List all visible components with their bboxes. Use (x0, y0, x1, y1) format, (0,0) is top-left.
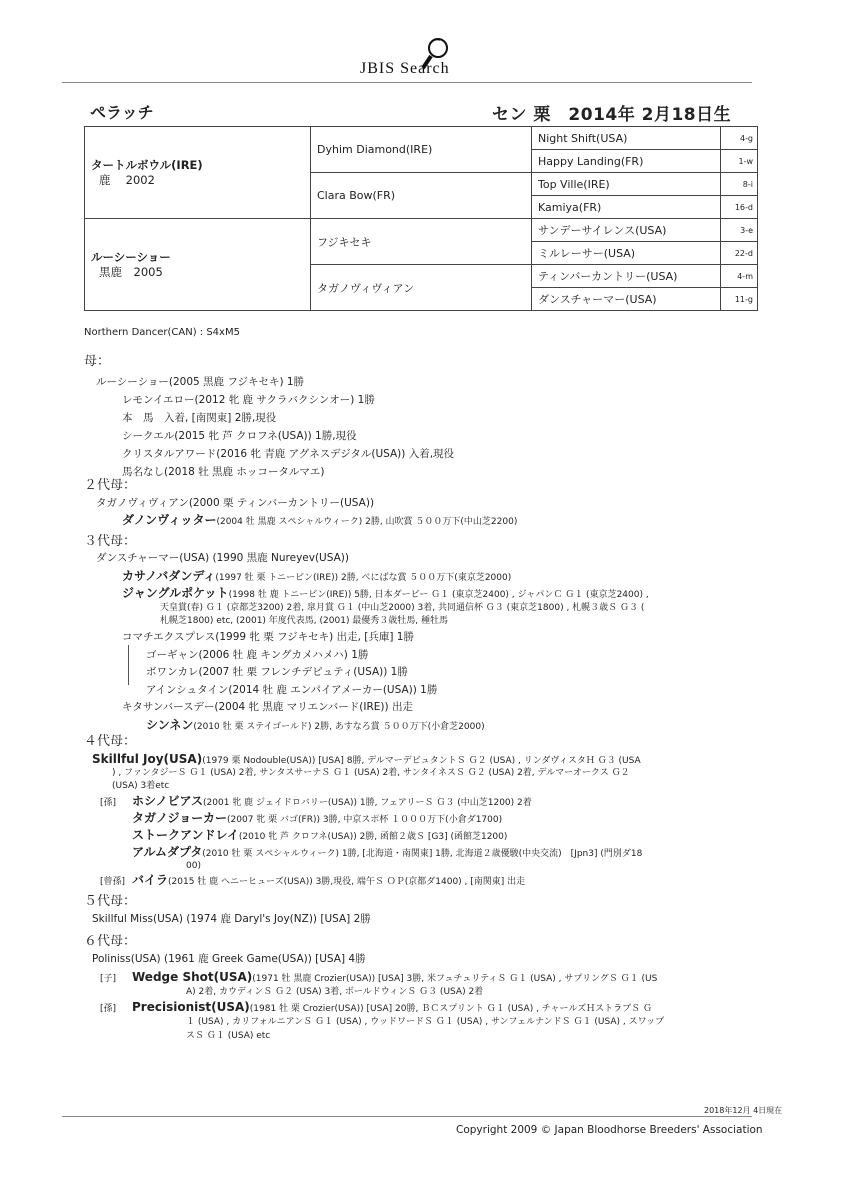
family-line: バイラ(2015 牡 鹿 ヘニーヒューズ(USA)) 3勝,現役, 端午Ｓ ＯＰ(京都ダ1400) , [南関東] 出走 (132, 873, 526, 887)
footer-divider (62, 1116, 752, 1117)
pedigree-table (84, 126, 758, 311)
family-code: 8-i (721, 173, 758, 196)
family-line: タガノジョーカー(2007 牝 栗 バゴ(FR)) 3勝, 中京スポ杯 １０００万下(小倉ダ1700) (132, 811, 503, 825)
header-divider (62, 82, 752, 83)
horse-info: セン 栗 2014年 2月18日生 (492, 105, 732, 125)
g2-cell: フジキセキ (311, 219, 532, 265)
family-line: 馬名なし(2018 牡 黒鹿 ホッコータルマエ) (122, 466, 325, 478)
family-line: Skillful Joy(USA)(1979 栗 Nodouble(USA)) [USA] 8勝, デルマーデビュタントＳ Ｇ２ (USA) , リンダヴィスタＨ Ｇ３ (USA (92, 752, 641, 766)
g2-cell: Dyhim Diamond(IRE) (311, 127, 532, 173)
family-line: コマチエクスプレス(1999 牝 栗 フジキセキ) 出走, [兵庫] 1勝 (122, 631, 414, 643)
family-line: スＳ Ｇ１ (USA) etc (186, 1031, 271, 1041)
g3-cell: Top Ville(IRE) (532, 173, 721, 196)
dam-cell: ルーシーショー 黒鹿 2005 (85, 219, 311, 311)
family-line: 本 馬 入着, [南関東] 2勝,現役 (122, 412, 277, 424)
family-line: 天皇賞(春) Ｇ１ (京都芝3200) 2着, 皐月賞 Ｇ１ (中山芝2000) 3着, 共同通信杯 Ｇ３ (東京芝1800) , 札幌３歳Ｓ Ｇ３ ( (160, 603, 645, 613)
family-line: ジャングルポケット(1998 牡 鹿 トニービン(IRE)) 5勝, 日本ダービー Ｇ１ (東京芝2400) , ジャパンＣ Ｇ１ (東京芝2400) , (122, 586, 649, 600)
family-line: 札幌芝1800) etc, (2001) 年度代表馬, (2001) 最優秀３歳牡馬, 種牡馬 (160, 616, 449, 626)
relation-tag: [子] (100, 974, 117, 984)
family-code: 22-d (721, 242, 758, 265)
relation-tag: [孫] (100, 1004, 117, 1014)
section-heading: ５代母： (84, 894, 137, 909)
family-line: ボワンカレ(2007 牡 栗 フレンチデピュティ(USA)) 1勝 (146, 666, 408, 678)
family-line: 00) (186, 861, 201, 871)
family-line: ゴーギャン(2006 牡 鹿 キングカメハメハ) 1勝 (146, 649, 369, 661)
family-line: タガノヴィヴィアン(2000 栗 ティンバーカントリー(USA)) (96, 497, 375, 509)
sire-cell: タートルボウル(IRE) 鹿 2002 (85, 127, 311, 219)
section-heading: ２代母： (84, 478, 137, 493)
tree-line (128, 645, 129, 685)
section-heading: ３代母： (84, 534, 137, 549)
family-line: カサノバダンディ(1997 牡 栗 トニービン(IRE)) 2勝, べにばな賞 ５００万下(東京芝2000) (122, 569, 512, 583)
family-line: ルーシーショー(2005 黒鹿 フジキセキ) 1勝 (96, 376, 305, 388)
section-heading: ６代母： (84, 934, 137, 949)
section-heading: 母： (84, 354, 111, 369)
inbreeding: Northern Dancer(CAN) : S4xM5 (84, 327, 240, 338)
g3-cell: サンデーサイレンス(USA) (532, 219, 721, 242)
family-line: ダノンヴィッター(2004 牡 黒鹿 スペシャルウィーク) 2勝, 山吹賞 ５００万下(中山芝2200) (122, 513, 518, 527)
family-line: アインシュタイン(2014 牡 鹿 エンパイアメーカー(USA)) 1勝 (146, 684, 438, 696)
family-line: ホシノビアス(2001 牝 鹿 ジェイドロバリー(USA)) 1勝, フェアリーＳ Ｇ３ (中山芝1200) 2着 (132, 794, 532, 808)
relation-tag: [曾孫] (100, 877, 126, 887)
family-code: 1-w (721, 150, 758, 173)
family-line: Skillful Miss(USA) (1974 鹿 Daryl's Joy(NZ)) [USA] 2勝 (92, 913, 371, 925)
as-of-date: 2018年12月 4日現在 (704, 1106, 783, 1115)
family-line: シークエル(2015 牝 芦 クロフネ(USA)) 1勝,現役 (122, 430, 357, 442)
family-line: ) , ファンタジーＳ Ｇ１ (USA) 2着, サンタスサーナＳ Ｇ１ (USA) 2着, サンタイネスＳ Ｇ２ (USA) 2着, デルマーオークス Ｇ２ (112, 768, 630, 778)
family-code: 11-g (721, 288, 758, 311)
section-heading: ４代母： (84, 734, 137, 749)
g3-cell: Kamiya(FR) (532, 196, 721, 219)
family-code: 3-e (721, 219, 758, 242)
g2-cell: タガノヴィヴィアン (311, 265, 532, 311)
relation-tag: [孫] (100, 798, 117, 808)
family-line: Wedge Shot(USA)(1971 牡 黒鹿 Crozier(USA)) [USA] 3勝, 米フュチュリティＳ Ｇ１ (USA) , サプリングＳ Ｇ１ (US (132, 970, 658, 984)
family-line: ダンスチャーマー(USA) (1990 黒鹿 Nureyev(USA)) (96, 552, 349, 564)
family-line: Poliniss(USA) (1961 鹿 Greek Game(USA)) [USA] 4勝 (92, 953, 366, 965)
family-line: キタサンバースデー(2004 牝 黒鹿 マリエンバード(IRE)) 出走 (122, 701, 413, 713)
family-line: １ (USA) , カリフォルニアンＳ Ｇ１ (USA) , ウッドワードＳ Ｇ１ (USA) , サンフェルナンドＳ Ｇ１ (USA) , スワップ (186, 1017, 665, 1027)
family-line: A) 2着, カウディンＳ Ｇ２ (USA) 3着, ボールドウィンＳ Ｇ３ (USA) 2着 (186, 987, 484, 997)
g3-cell: ミルレーサー(USA) (532, 242, 721, 265)
family-line: (USA) 3着etc (112, 781, 170, 791)
g2-cell: Clara Bow(FR) (311, 173, 532, 219)
family-line: アルムダプタ(2010 牡 栗 スペシャルウィーク) 1勝, [北海道・南関東] 1勝, 北海道２歳優駿(中央交流) [Jpn3] (門別ダ18 (132, 845, 643, 859)
g3-cell: Happy Landing(FR) (532, 150, 721, 173)
horse-name: ペラッチ (90, 103, 154, 122)
g3-cell: ティンバーカントリー(USA) (532, 265, 721, 288)
g3-cell: Night Shift(USA) (532, 127, 721, 150)
family-code: 4-g (721, 127, 758, 150)
family-line: シンネン(2010 牡 栗 ステイゴールド) 2勝, あすなろ賞 ５００万下(小倉芝2000) (146, 718, 485, 732)
family-line: ストークアンドレイ(2010 牝 芦 クロフネ(USA)) 2勝, 函館２歳Ｓ [G3] (函館芝1200) (132, 828, 508, 842)
family-line: クリスタルアワード(2016 牝 青鹿 アグネスデジタル(USA)) 入着,現役 (122, 448, 455, 460)
family-code: 16-d (721, 196, 758, 219)
copyright: Copyright 2009 © Japan Bloodhorse Breeders' Association (456, 1124, 763, 1136)
family-line: レモンイエロー(2012 牝 鹿 サクラバクシンオー) 1勝 (122, 394, 375, 406)
g3-cell: ダンスチャーマー(USA) (532, 288, 721, 311)
logo-text: JBIS Search (360, 60, 450, 77)
family-line: Precisionist(USA)(1981 牡 栗 Crozier(USA)) [USA] 20勝, ＢＣスプリント Ｇ１ (USA) , チャールズＨストラブＳ Ｇ (132, 1000, 652, 1014)
family-code: 4-m (721, 265, 758, 288)
